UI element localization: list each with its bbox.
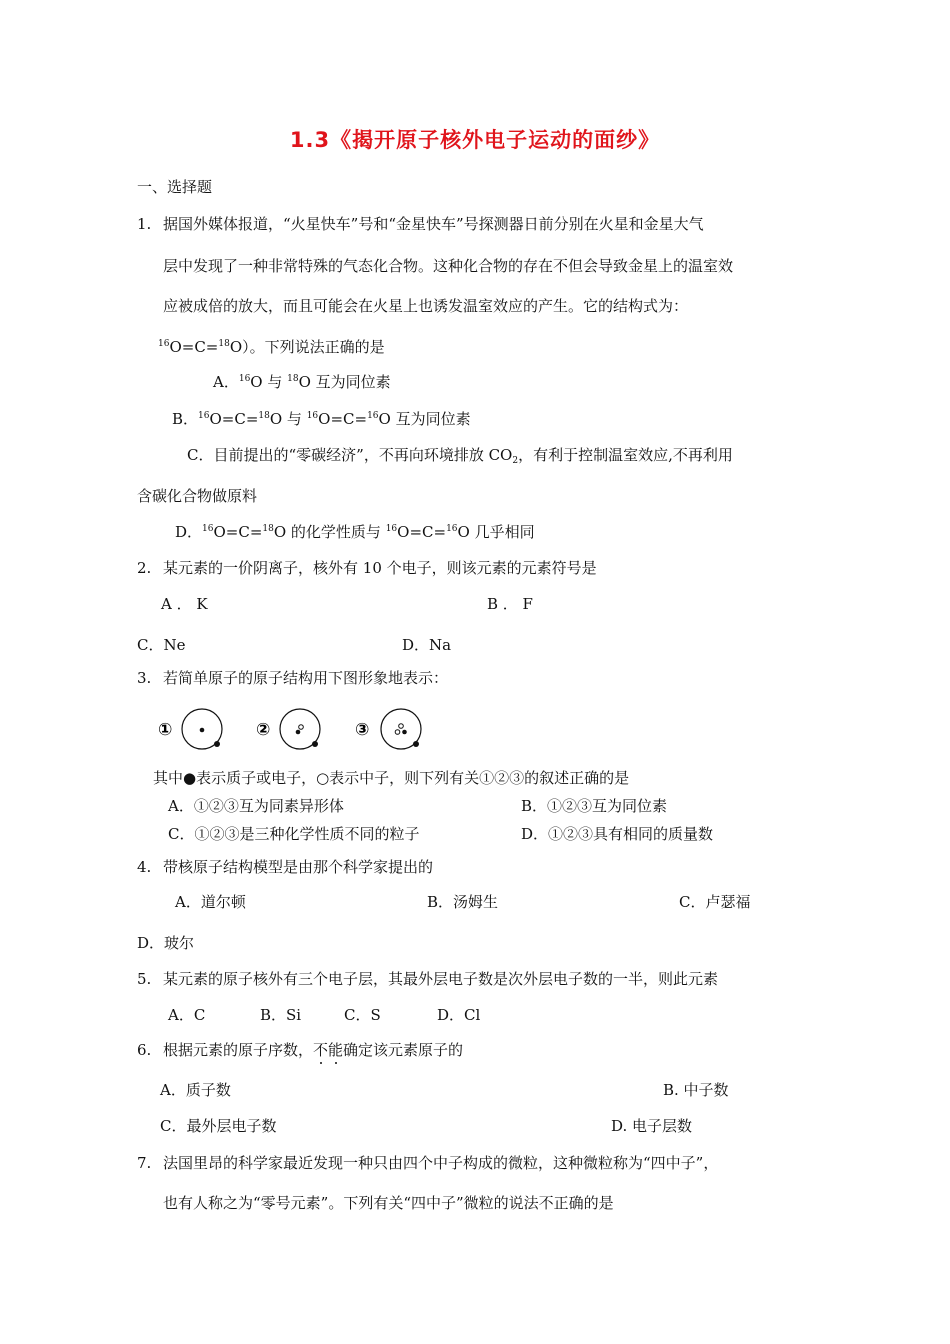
q5-option-b: B．Si bbox=[260, 1006, 302, 1024]
q7-number: 7. bbox=[137, 1154, 152, 1172]
q3-text: 若简单原子的原子结构用下图形象地表示： bbox=[163, 669, 449, 687]
q1-option-c-cont: 含碳化合物做原料 bbox=[137, 487, 258, 505]
q5-option-a: A．C bbox=[168, 1006, 206, 1024]
q6-text: 根据元素的原子序数，不能确定该元素原子的 bbox=[163, 1041, 464, 1059]
q1-option-d: D．$^{16}$O=C=$^{18}$O 的化学性质与 $^{16}$O=C=$^{16}$O 几乎相同 bbox=[175, 523, 535, 541]
section-heading: 一、选择题 bbox=[137, 178, 213, 196]
q1-line1: 据国外媒体报道，“火星快车”号和“金星快车”号探测器日前分别在火星和金星大气 bbox=[163, 215, 704, 233]
atom-diagram bbox=[150, 705, 440, 755]
q6-option-a: A．质子数 bbox=[160, 1081, 231, 1099]
q1-number: 1. bbox=[137, 215, 152, 233]
atom-electron-2 bbox=[312, 741, 318, 747]
q6-option-c: C．最外层电子数 bbox=[160, 1117, 277, 1135]
atom-proton-3 bbox=[402, 730, 407, 735]
atom-neutron-3a bbox=[399, 724, 404, 729]
q2-option-a: A ． K bbox=[161, 595, 208, 613]
atom-electron-3 bbox=[413, 741, 419, 747]
q3-description: 其中●表示质子或电子，○表示中子，则下列有关①②③的叙述正确的是 bbox=[153, 769, 630, 787]
q7-line1: 法国里昂的科学家最近发现一种只由四个中子构成的微粒，这种微粒称为“四中子”， bbox=[163, 1154, 719, 1172]
q5-option-d: D．Cl bbox=[437, 1006, 481, 1024]
atom-electron-1 bbox=[214, 741, 220, 747]
q6-number: 6. bbox=[137, 1041, 152, 1059]
q4-option-a: A．道尔顿 bbox=[175, 893, 246, 911]
q4-number: 4. bbox=[137, 858, 152, 876]
q5-number: 5. bbox=[137, 970, 152, 988]
atom-label-1: ① bbox=[158, 720, 173, 740]
atom-neutron-2 bbox=[299, 725, 304, 730]
q1-line4: $^{16}$O=C=$^{18}$O）。下列说法正确的是 bbox=[158, 338, 385, 356]
q4-option-c: C．卢瑟福 bbox=[679, 893, 751, 911]
q2-option-d: D．Na bbox=[402, 636, 452, 654]
atom-label-3: ③ bbox=[355, 720, 370, 740]
q1-line3: 应被成倍的放大，而且可能会在火星上也诱发温室效应的产生。它的结构式为： bbox=[163, 297, 689, 315]
q7-line2: 也有人称之为“零号元素”。下列有关“四中子”微粒的说法不正确的是 bbox=[163, 1194, 614, 1212]
atom-proton-2 bbox=[296, 730, 301, 735]
q2-option-c: C．Ne bbox=[137, 636, 186, 654]
q4-text: 带核原子结构模型是由那个科学家提出的 bbox=[163, 858, 434, 876]
q4-option-d: D．玻尔 bbox=[137, 934, 195, 952]
q6-option-b: B. 中子数 bbox=[663, 1081, 729, 1099]
q3-option-d: D．①②③具有相同的质量数 bbox=[521, 825, 714, 843]
q3-option-c: C．①②③是三种化学性质不同的粒子 bbox=[168, 825, 420, 843]
q5-option-c: C．S bbox=[344, 1006, 381, 1024]
q1-option-b: B．$^{16}$O=C=$^{18}$O 与 $^{16}$O=C=$^{16}$O 互为同位素 bbox=[172, 410, 471, 428]
q2-text: 某元素的一价阴离子，核外有 10 个电子，则该元素的元素符号是 bbox=[163, 559, 597, 577]
q1-line2: 层中发现了一种非常特殊的气态化合物。这种化合物的存在不但会导致金星上的温室效 bbox=[163, 257, 734, 275]
q1-option-a: A．$^{16}$O 与 $^{18}$O 互为同位素 bbox=[213, 373, 391, 391]
atom-label-2: ② bbox=[256, 720, 271, 740]
q2-option-b: B ． F bbox=[487, 595, 533, 613]
page-title: 1.3《揭开原子核外电子运动的面纱》 bbox=[289, 128, 661, 152]
q2-number: 2. bbox=[137, 559, 152, 577]
q6-option-d: D. 电子层数 bbox=[611, 1117, 693, 1135]
q3-option-a: A．①②③互为同素异形体 bbox=[168, 797, 344, 815]
q5-text: 某元素的原子核外有三个电子层，其最外层电子数是次外层电子数的一半，则此元素 bbox=[163, 970, 719, 988]
atom-neutron-3b bbox=[395, 730, 400, 735]
atom-nucleus-1 bbox=[200, 728, 205, 733]
q4-option-b: B．汤姆生 bbox=[427, 893, 499, 911]
q3-number: 3. bbox=[137, 669, 152, 687]
q1-option-c: C．目前提出的“零碳经济”，不再向环境排放 $CO_2$，有利于控制温室效应,不再利用 bbox=[187, 446, 733, 466]
q3-option-b: B．①②③互为同位素 bbox=[521, 797, 668, 815]
